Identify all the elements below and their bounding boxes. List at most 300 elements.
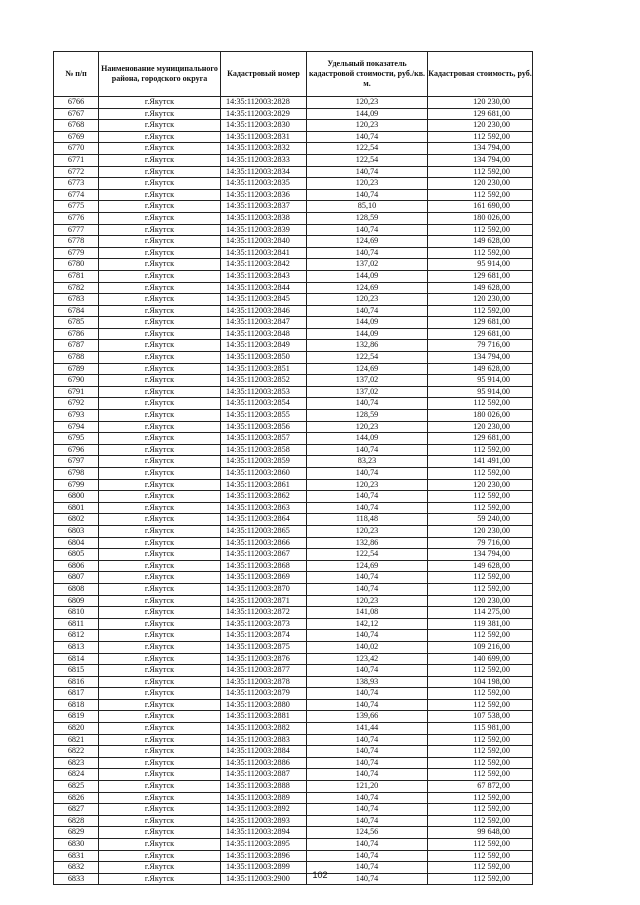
district-cell: г.Якутск	[99, 131, 221, 143]
table-row	[54, 143, 533, 155]
row-number-cell: 6806	[54, 560, 99, 572]
row-number-cell: 6771	[54, 154, 99, 166]
specific-value-cell: 128,59	[307, 212, 428, 224]
cadastral-cost-cell: 112 592,00	[428, 839, 533, 851]
row-number-cell: 6833	[54, 873, 99, 885]
district-cell: г.Якутск	[99, 120, 221, 132]
cadastral-number-cell: 14:35:112003:2835	[221, 178, 307, 190]
row-number-cell: 6790	[54, 375, 99, 387]
specific-value-cell: 139,66	[307, 711, 428, 723]
table-row	[54, 444, 533, 456]
cadastral-cost-cell: 112 592,00	[428, 873, 533, 885]
table-row	[54, 247, 533, 259]
cadastral-cost-cell: 149 628,00	[428, 236, 533, 248]
cadastral-cost-cell: 141 491,00	[428, 456, 533, 468]
district-cell: г.Якутск	[99, 607, 221, 619]
table-row	[54, 398, 533, 410]
cadastral-number-cell: 14:35:112003:2853	[221, 386, 307, 398]
district-cell: г.Якутск	[99, 804, 221, 816]
cadastral-number-cell: 14:35:112003:2869	[221, 572, 307, 584]
cadastral-cost-cell: 112 592,00	[428, 224, 533, 236]
table-row	[54, 259, 533, 271]
district-cell: г.Якутск	[99, 410, 221, 422]
district-cell: г.Якутск	[99, 781, 221, 793]
cadastral-cost-cell: 112 592,00	[428, 630, 533, 642]
specific-value-cell: 132,86	[307, 340, 428, 352]
cadastral-number-cell: 14:35:112003:2830	[221, 120, 307, 132]
cadastral-number-cell: 14:35:112003:2894	[221, 827, 307, 839]
cadastral-cost-cell: 112 592,00	[428, 734, 533, 746]
cadastral-number-cell: 14:35:112003:2852	[221, 375, 307, 387]
row-number-cell: 6820	[54, 723, 99, 735]
district-cell: г.Якутск	[99, 549, 221, 561]
specific-value-cell: 124,69	[307, 236, 428, 248]
table-row	[54, 305, 533, 317]
cadastral-number-cell: 14:35:112003:2868	[221, 560, 307, 572]
specific-value-cell: 122,54	[307, 154, 428, 166]
district-cell: г.Якутск	[99, 444, 221, 456]
specific-value-cell: 140,02	[307, 641, 428, 653]
district-cell: г.Якутск	[99, 815, 221, 827]
cadastral-number-cell: 14:35:112003:2849	[221, 340, 307, 352]
cadastral-cost-cell: 112 592,00	[428, 247, 533, 259]
cadastral-cost-cell: 112 592,00	[428, 131, 533, 143]
row-number-cell: 6785	[54, 317, 99, 329]
table-row	[54, 189, 533, 201]
cadastral-number-cell: 14:35:112003:2851	[221, 363, 307, 375]
row-number-cell: 6797	[54, 456, 99, 468]
specific-value-cell: 122,54	[307, 143, 428, 155]
district-cell: г.Якутск	[99, 699, 221, 711]
row-number-cell: 6787	[54, 340, 99, 352]
cadastral-cost-cell: 149 628,00	[428, 282, 533, 294]
table-row	[54, 317, 533, 329]
cadastral-number-cell: 14:35:112003:2850	[221, 352, 307, 364]
specific-value-cell: 140,74	[307, 131, 428, 143]
specific-value-cell: 140,74	[307, 630, 428, 642]
cadastral-cost-cell: 104 198,00	[428, 676, 533, 688]
specific-value-cell: 132,86	[307, 537, 428, 549]
table-row	[54, 108, 533, 120]
row-number-cell: 6770	[54, 143, 99, 155]
cadastral-number-cell: 14:35:112003:2845	[221, 294, 307, 306]
specific-value-cell: 137,02	[307, 259, 428, 271]
cadastral-cost-cell: 107 538,00	[428, 711, 533, 723]
table-row	[54, 410, 533, 422]
table-body	[54, 97, 533, 885]
row-number-cell: 6793	[54, 410, 99, 422]
cadastral-number-cell: 14:35:112003:2839	[221, 224, 307, 236]
cadastral-number-cell: 14:35:112003:2847	[221, 317, 307, 329]
cadastral-number-cell: 14:35:112003:2833	[221, 154, 307, 166]
table-row	[54, 433, 533, 445]
row-number-cell: 6811	[54, 618, 99, 630]
district-cell: г.Якутск	[99, 166, 221, 178]
specific-value-cell: 140,74	[307, 839, 428, 851]
table-row	[54, 166, 533, 178]
row-number-cell: 6788	[54, 352, 99, 364]
specific-value-cell: 122,54	[307, 352, 428, 364]
row-number-cell: 6824	[54, 769, 99, 781]
cadastral-number-cell: 14:35:112003:2896	[221, 850, 307, 862]
cadastral-cost-cell: 134 794,00	[428, 549, 533, 561]
cadastral-number-cell: 14:35:112003:2872	[221, 607, 307, 619]
row-number-cell: 6794	[54, 421, 99, 433]
cadastral-cost-cell: 149 628,00	[428, 560, 533, 572]
cadastral-cost-cell: 112 592,00	[428, 398, 533, 410]
specific-value-cell: 120,23	[307, 120, 428, 132]
cadastral-number-cell: 14:35:112003:2899	[221, 862, 307, 874]
district-cell: г.Якутск	[99, 757, 221, 769]
cadastral-cost-cell: 112 592,00	[428, 305, 533, 317]
table-row	[54, 502, 533, 514]
specific-value-cell: 140,74	[307, 804, 428, 816]
district-cell: г.Якутск	[99, 224, 221, 236]
row-number-cell: 6829	[54, 827, 99, 839]
district-cell: г.Якутск	[99, 340, 221, 352]
specific-value-cell: 120,23	[307, 97, 428, 109]
cadastral-cost-cell: 112 592,00	[428, 792, 533, 804]
cadastral-cost-cell: 112 592,00	[428, 757, 533, 769]
cadastral-number-cell: 14:35:112003:2859	[221, 456, 307, 468]
row-number-cell: 6799	[54, 479, 99, 491]
cadastral-cost-cell: 95 914,00	[428, 259, 533, 271]
specific-value-cell: 124,69	[307, 560, 428, 572]
specific-value-cell: 120,23	[307, 421, 428, 433]
row-number-cell: 6777	[54, 224, 99, 236]
cadastral-number-cell: 14:35:112003:2882	[221, 723, 307, 735]
row-number-cell: 6826	[54, 792, 99, 804]
cadastral-cost-cell: 134 794,00	[428, 154, 533, 166]
district-cell: г.Якутск	[99, 189, 221, 201]
cadastral-number-cell: 14:35:112003:2838	[221, 212, 307, 224]
specific-value-cell: 144,09	[307, 433, 428, 445]
specific-value-cell: 120,23	[307, 178, 428, 190]
table-row	[54, 340, 533, 352]
row-number-cell: 6822	[54, 746, 99, 758]
cadastral-cost-cell: 119 381,00	[428, 618, 533, 630]
specific-value-cell: 140,74	[307, 224, 428, 236]
table-row	[54, 618, 533, 630]
district-cell: г.Якутск	[99, 734, 221, 746]
district-cell: г.Якутск	[99, 398, 221, 410]
table-row	[54, 560, 533, 572]
table-row	[54, 792, 533, 804]
row-number-cell: 6801	[54, 502, 99, 514]
table-row	[54, 746, 533, 758]
specific-value-cell: 83,23	[307, 456, 428, 468]
row-number-cell: 6813	[54, 641, 99, 653]
table-row	[54, 815, 533, 827]
table-row	[54, 294, 533, 306]
district-cell: г.Якутск	[99, 827, 221, 839]
table-row	[54, 236, 533, 248]
row-number-cell: 6776	[54, 212, 99, 224]
district-cell: г.Якутск	[99, 294, 221, 306]
table-row	[54, 665, 533, 677]
cadastral-cost-cell: 120 230,00	[428, 294, 533, 306]
cadastral-number-cell: 14:35:112003:2832	[221, 143, 307, 155]
table-row	[54, 178, 533, 190]
cadastral-cost-cell: 112 592,00	[428, 665, 533, 677]
table-row	[54, 757, 533, 769]
row-number-cell: 6802	[54, 514, 99, 526]
specific-value-cell: 140,74	[307, 688, 428, 700]
specific-value-cell: 140,74	[307, 491, 428, 503]
cadastral-cost-cell: 120 230,00	[428, 595, 533, 607]
specific-value-cell: 140,74	[307, 734, 428, 746]
row-number-cell: 6767	[54, 108, 99, 120]
district-cell: г.Якутск	[99, 595, 221, 607]
cadastral-number-cell: 14:35:112003:2892	[221, 804, 307, 816]
district-cell: г.Якутск	[99, 502, 221, 514]
table-row	[54, 711, 533, 723]
district-cell: г.Якутск	[99, 97, 221, 109]
cadastral-cost-cell: 112 592,00	[428, 502, 533, 514]
specific-value-cell: 140,74	[307, 572, 428, 584]
specific-value-cell: 140,74	[307, 665, 428, 677]
specific-value-cell: 142,12	[307, 618, 428, 630]
table-row	[54, 97, 533, 109]
cadastral-cost-cell: 95 914,00	[428, 386, 533, 398]
cadastral-number-cell: 14:35:112003:2895	[221, 839, 307, 851]
row-number-cell: 6805	[54, 549, 99, 561]
district-cell: г.Якутск	[99, 352, 221, 364]
table-row	[54, 270, 533, 282]
row-number-cell: 6804	[54, 537, 99, 549]
table-row	[54, 839, 533, 851]
cadastral-cost-cell: 180 026,00	[428, 410, 533, 422]
row-number-cell: 6774	[54, 189, 99, 201]
table-row	[54, 421, 533, 433]
row-number-cell: 6795	[54, 433, 99, 445]
cadastral-cost-cell: 79 716,00	[428, 340, 533, 352]
district-cell: г.Якутск	[99, 676, 221, 688]
cadastral-cost-cell: 67 872,00	[428, 781, 533, 793]
row-number-cell: 6818	[54, 699, 99, 711]
cadastral-number-cell: 14:35:112003:2831	[221, 131, 307, 143]
row-number-cell: 6769	[54, 131, 99, 143]
district-cell: г.Якутск	[99, 421, 221, 433]
row-number-cell: 6768	[54, 120, 99, 132]
cadastral-cost-cell: 112 592,00	[428, 850, 533, 862]
specific-value-cell: 140,74	[307, 769, 428, 781]
specific-value-cell: 140,74	[307, 444, 428, 456]
cadastral-cost-cell: 59 240,00	[428, 514, 533, 526]
specific-value-cell: 118,48	[307, 514, 428, 526]
specific-value-cell: 123,42	[307, 653, 428, 665]
cadastral-number-cell: 14:35:112003:2837	[221, 201, 307, 213]
cadastral-cost-cell: 112 592,00	[428, 862, 533, 874]
cadastral-cost-cell: 79 716,00	[428, 537, 533, 549]
cadastral-cost-cell: 161 690,00	[428, 201, 533, 213]
specific-value-cell: 140,74	[307, 398, 428, 410]
table-row	[54, 456, 533, 468]
specific-value-cell: 140,74	[307, 815, 428, 827]
district-cell: г.Якутск	[99, 537, 221, 549]
cadastral-cost-cell: 112 592,00	[428, 746, 533, 758]
table-row	[54, 375, 533, 387]
header-specific-value: Удельный показатель кадастровой стоимости, руб./кв. м.	[307, 52, 428, 97]
specific-value-cell: 144,09	[307, 328, 428, 340]
table-row	[54, 827, 533, 839]
district-cell: г.Якутск	[99, 270, 221, 282]
cadastral-number-cell: 14:35:112003:2866	[221, 537, 307, 549]
district-cell: г.Якутск	[99, 688, 221, 700]
specific-value-cell: 140,74	[307, 699, 428, 711]
cadastral-number-cell: 14:35:112003:2900	[221, 873, 307, 885]
row-number-cell: 6831	[54, 850, 99, 862]
cadastral-number-cell: 14:35:112003:2884	[221, 746, 307, 758]
table-row	[54, 723, 533, 735]
header-cadastral-number: Кадастровый номер	[221, 52, 307, 97]
cadastral-number-cell: 14:35:112003:2888	[221, 781, 307, 793]
cadastral-cost-cell: 112 592,00	[428, 804, 533, 816]
specific-value-cell: 120,23	[307, 479, 428, 491]
district-cell: г.Якутск	[99, 572, 221, 584]
cadastral-cost-cell: 95 914,00	[428, 375, 533, 387]
specific-value-cell: 124,69	[307, 363, 428, 375]
table-row	[54, 653, 533, 665]
row-number-cell: 6827	[54, 804, 99, 816]
table-row	[54, 386, 533, 398]
cadastral-number-cell: 14:35:112003:2861	[221, 479, 307, 491]
specific-value-cell: 124,69	[307, 282, 428, 294]
table-row	[54, 282, 533, 294]
cadastral-number-cell: 14:35:112003:2881	[221, 711, 307, 723]
table-row	[54, 676, 533, 688]
cadastral-cost-cell: 99 648,00	[428, 827, 533, 839]
cadastral-cost-cell: 112 592,00	[428, 769, 533, 781]
row-number-cell: 6817	[54, 688, 99, 700]
table-row	[54, 154, 533, 166]
specific-value-cell: 140,74	[307, 757, 428, 769]
district-cell: г.Якутск	[99, 491, 221, 503]
specific-value-cell: 124,56	[307, 827, 428, 839]
table-row	[54, 734, 533, 746]
row-number-cell: 6778	[54, 236, 99, 248]
cadastral-number-cell: 14:35:112003:2860	[221, 468, 307, 480]
district-cell: г.Якутск	[99, 514, 221, 526]
cadastral-number-cell: 14:35:112003:2875	[221, 641, 307, 653]
specific-value-cell: 122,54	[307, 549, 428, 561]
specific-value-cell: 144,09	[307, 108, 428, 120]
row-number-cell: 6786	[54, 328, 99, 340]
district-cell: г.Якутск	[99, 236, 221, 248]
specific-value-cell: 144,09	[307, 270, 428, 282]
district-cell: г.Якутск	[99, 862, 221, 874]
row-number-cell: 6781	[54, 270, 99, 282]
specific-value-cell: 140,74	[307, 305, 428, 317]
table-row	[54, 328, 533, 340]
district-cell: г.Якутск	[99, 560, 221, 572]
cadastral-number-cell: 14:35:112003:2877	[221, 665, 307, 677]
cadastral-cost-cell: 149 628,00	[428, 363, 533, 375]
table-row	[54, 468, 533, 480]
district-cell: г.Якутск	[99, 653, 221, 665]
cadastral-number-cell: 14:35:112003:2887	[221, 769, 307, 781]
district-cell: г.Якутск	[99, 839, 221, 851]
cadastral-number-cell: 14:35:112003:2829	[221, 108, 307, 120]
cadastral-cost-cell: 112 592,00	[428, 815, 533, 827]
district-cell: г.Якутск	[99, 375, 221, 387]
cadastral-number-cell: 14:35:112003:2876	[221, 653, 307, 665]
table-row	[54, 363, 533, 375]
row-number-cell: 6798	[54, 468, 99, 480]
row-number-cell: 6821	[54, 734, 99, 746]
district-cell: г.Якутск	[99, 212, 221, 224]
table-row	[54, 699, 533, 711]
cadastral-cost-cell: 134 794,00	[428, 143, 533, 155]
table-row	[54, 804, 533, 816]
specific-value-cell: 140,74	[307, 247, 428, 259]
specific-value-cell: 140,74	[307, 873, 428, 885]
specific-value-cell: 141,08	[307, 607, 428, 619]
cadastral-number-cell: 14:35:112003:2893	[221, 815, 307, 827]
cadastral-cost-cell: 120 230,00	[428, 178, 533, 190]
cadastral-cost-cell: 120 230,00	[428, 479, 533, 491]
table-row	[54, 630, 533, 642]
specific-value-cell: 140,74	[307, 746, 428, 758]
table-row	[54, 641, 533, 653]
row-number-cell: 6808	[54, 583, 99, 595]
district-cell: г.Якутск	[99, 259, 221, 271]
cadastral-number-cell: 14:35:112003:2842	[221, 259, 307, 271]
district-cell: г.Якутск	[99, 792, 221, 804]
cadastral-cost-cell: 112 592,00	[428, 468, 533, 480]
row-number-cell: 6784	[54, 305, 99, 317]
table-row	[54, 688, 533, 700]
row-number-cell: 6773	[54, 178, 99, 190]
cadastral-number-cell: 14:35:112003:2857	[221, 433, 307, 445]
district-cell: г.Якутск	[99, 746, 221, 758]
cadastral-cost-cell: 114 275,00	[428, 607, 533, 619]
table-row	[54, 212, 533, 224]
row-number-cell: 6814	[54, 653, 99, 665]
row-number-cell: 6791	[54, 386, 99, 398]
specific-value-cell: 128,59	[307, 410, 428, 422]
cadastral-cost-cell: 112 592,00	[428, 572, 533, 584]
page-number: 102	[312, 870, 328, 880]
cadastral-number-cell: 14:35:112003:2858	[221, 444, 307, 456]
table-row	[54, 769, 533, 781]
cadastral-number-cell: 14:35:112003:2864	[221, 514, 307, 526]
cadastral-cost-cell: 112 592,00	[428, 491, 533, 503]
district-cell: г.Якутск	[99, 468, 221, 480]
district-cell: г.Якутск	[99, 247, 221, 259]
district-cell: г.Якутск	[99, 305, 221, 317]
district-cell: г.Якутск	[99, 525, 221, 537]
header-cadastral-cost: Кадастровая стоимость, руб.	[428, 52, 533, 97]
specific-value-cell: 140,74	[307, 189, 428, 201]
cadastral-cost-cell: 112 592,00	[428, 189, 533, 201]
district-cell: г.Якутск	[99, 665, 221, 677]
specific-value-cell: 137,02	[307, 375, 428, 387]
row-number-cell: 6816	[54, 676, 99, 688]
header-row-number: № п/п	[54, 52, 99, 97]
specific-value-cell: 120,23	[307, 595, 428, 607]
table-row	[54, 201, 533, 213]
specific-value-cell: 140,74	[307, 166, 428, 178]
district-cell: г.Якутск	[99, 154, 221, 166]
district-cell: г.Якутск	[99, 201, 221, 213]
table-row	[54, 120, 533, 132]
table-row	[54, 514, 533, 526]
district-cell: г.Якутск	[99, 363, 221, 375]
cadastral-number-cell: 14:35:112003:2878	[221, 676, 307, 688]
cadastral-number-cell: 14:35:112003:2843	[221, 270, 307, 282]
district-cell: г.Якутск	[99, 479, 221, 491]
